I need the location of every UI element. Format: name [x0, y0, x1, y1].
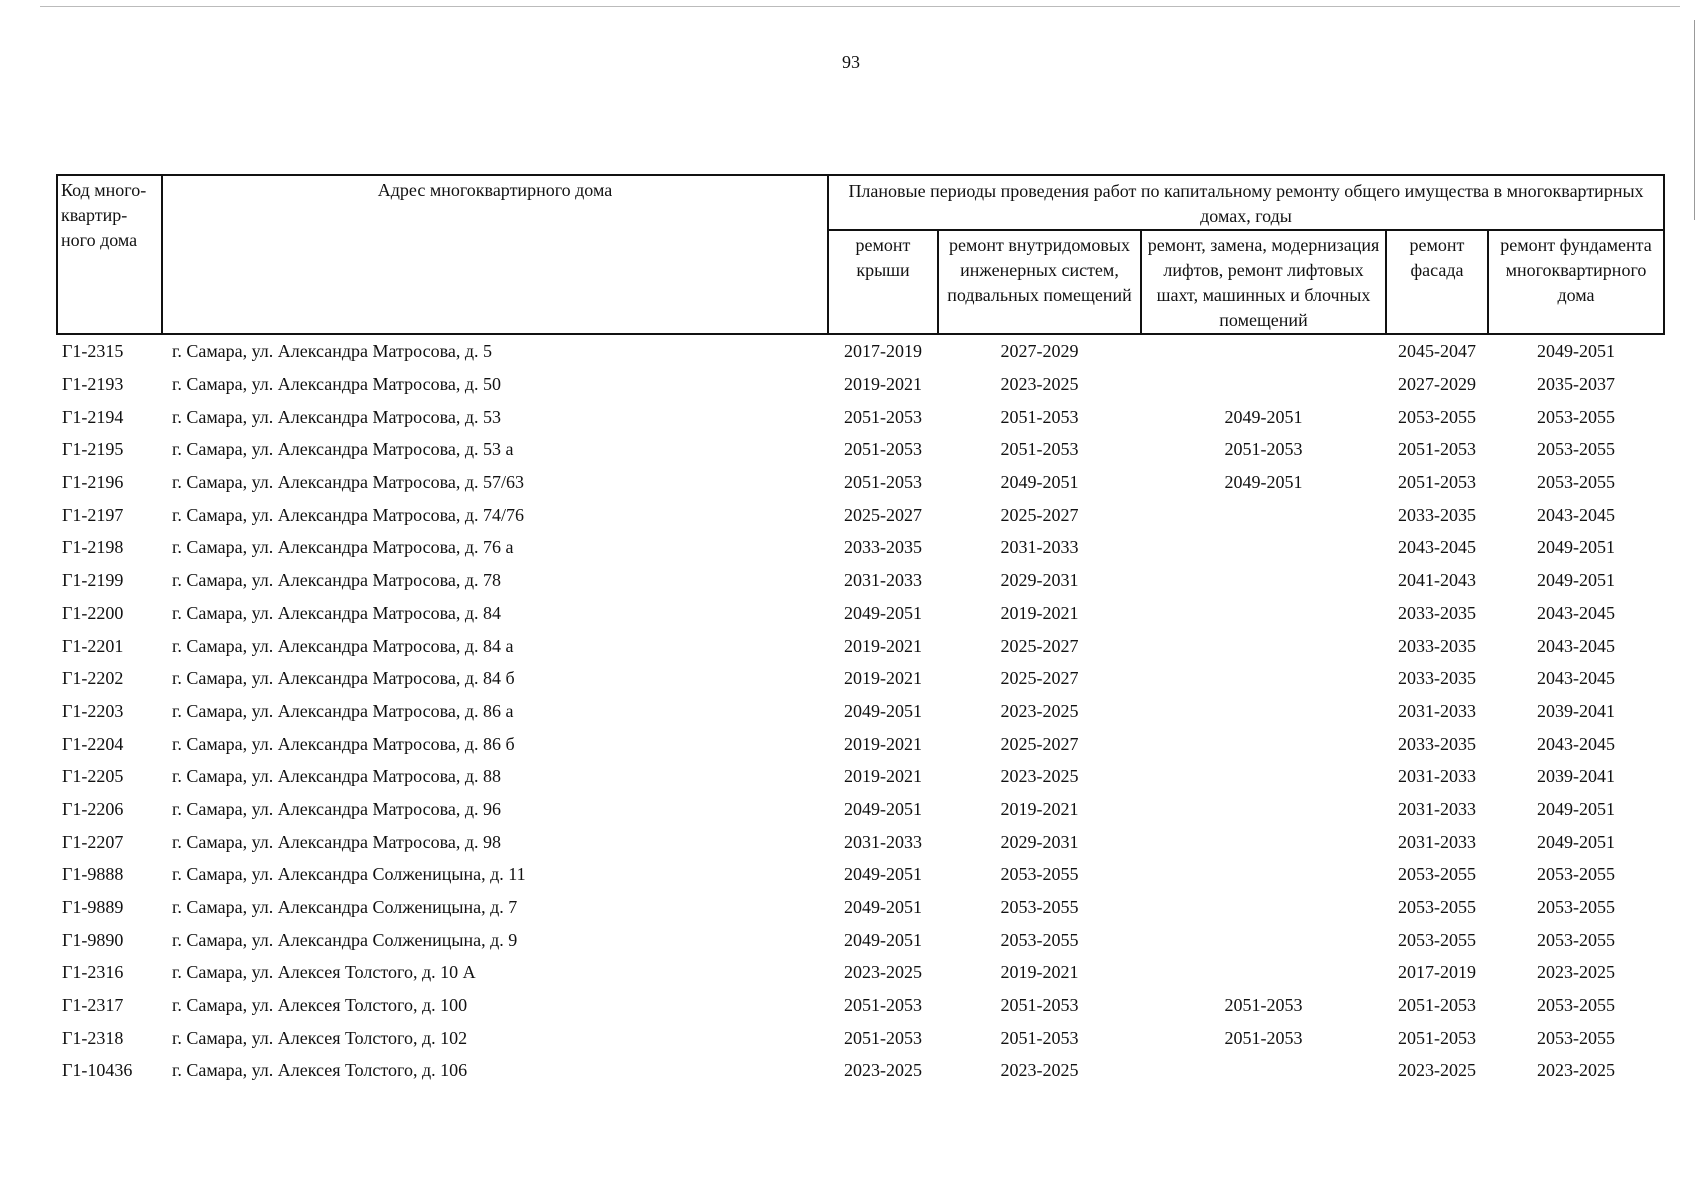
facade-period-cell: 2033-2035 [1398, 733, 1476, 754]
facade-period-cell: 2023-2025 [1398, 1060, 1476, 1081]
facade-period-cell: 2031-2033 [1398, 798, 1476, 819]
facade-period-cell: 2051-2053 [1398, 439, 1476, 460]
engineering-period-cell: 2053-2055 [1000, 897, 1079, 918]
facade-period-cell: 2053-2055 [1398, 897, 1476, 918]
building-code-cell: Г1-2207 [62, 831, 124, 852]
foundation-period-cell: 2053-2055 [1537, 897, 1615, 918]
lift-period-cell [1141, 695, 1386, 728]
address-cell: г. Самара, ул. Александра Матросова, д. 53 а [172, 439, 514, 460]
facade-period-cell: 2031-2033 [1398, 700, 1476, 721]
table-row [57, 368, 1664, 401]
lift-period-cell [1141, 368, 1386, 401]
scan-right-edge-line [1694, 20, 1695, 220]
table-row [57, 400, 1664, 433]
roof-period-cell: 2019-2021 [844, 668, 922, 689]
facade-period-cell: 2031-2033 [1398, 766, 1476, 787]
roof-period-cell: 2051-2053 [844, 439, 922, 460]
address-cell: г. Самара, ул. Александра Матросова, д. 86 а [172, 700, 514, 721]
header-facade-repair: ремонт фасада [1386, 230, 1488, 334]
roof-period-cell: 2023-2025 [844, 1060, 922, 1081]
foundation-period-cell: 2049-2051 [1537, 570, 1615, 591]
engineering-period-cell: 2051-2053 [1000, 1027, 1079, 1048]
building-code-cell: Г1-2318 [62, 1027, 124, 1048]
table-row [57, 466, 1664, 499]
building-code-cell: Г1-2195 [62, 439, 124, 460]
roof-period-cell: 2051-2053 [844, 472, 922, 493]
roof-period-cell: 2049-2051 [844, 864, 922, 885]
roof-period-cell: 2049-2051 [844, 798, 922, 819]
building-code-cell: Г1-2201 [62, 635, 124, 656]
table-row [57, 956, 1664, 989]
engineering-period-cell: 2019-2021 [1000, 798, 1079, 819]
header-building-code: Код много-квартир-ного дома [57, 175, 162, 334]
facade-period-cell: 2033-2035 [1398, 668, 1476, 689]
lift-period-cell [1141, 727, 1386, 760]
address-cell: г. Самара, ул. Алексея Толстого, д. 106 [172, 1060, 468, 1081]
address-cell: г. Самара, ул. Александра Матросова, д. 76 а [172, 537, 514, 558]
building-code-cell: Г1-2205 [62, 766, 124, 787]
facade-period-cell: 2053-2055 [1398, 864, 1476, 885]
engineering-period-cell: 2029-2031 [1000, 570, 1079, 591]
address-cell: г. Самара, ул. Алексея Толстого, д. 100 [172, 995, 468, 1016]
lift-period-cell: 2051-2053 [1224, 1027, 1303, 1048]
roof-period-cell: 2049-2051 [844, 602, 922, 623]
table-row [57, 334, 1664, 368]
roof-period-cell: 2019-2021 [844, 635, 922, 656]
lift-period-cell [1141, 629, 1386, 662]
building-code-cell: Г1-2196 [62, 472, 124, 493]
building-code-cell: Г1-2316 [62, 962, 124, 983]
table-row [57, 695, 1664, 728]
address-cell: г. Самара, ул. Александра Матросова, д. 53 [172, 406, 501, 427]
foundation-period-cell: 2039-2041 [1537, 766, 1615, 787]
roof-period-cell: 2049-2051 [844, 897, 922, 918]
foundation-period-cell: 2053-2055 [1537, 472, 1615, 493]
header-foundation-repair: ремонт фундамента многоквартирного дома [1488, 230, 1664, 334]
facade-period-cell: 2045-2047 [1398, 341, 1476, 362]
foundation-period-cell: 2049-2051 [1537, 798, 1615, 819]
building-code-cell: Г1-2204 [62, 733, 124, 754]
lift-period-cell [1141, 891, 1386, 924]
roof-period-cell: 2051-2053 [844, 995, 922, 1016]
engineering-period-cell: 2051-2053 [1000, 406, 1079, 427]
foundation-period-cell: 2023-2025 [1537, 962, 1615, 983]
table-row [57, 989, 1664, 1022]
lift-period-cell [1141, 597, 1386, 630]
header-engineering-repair: ремонт внутридомовых инженерных систем, подвальных помещений [938, 230, 1141, 334]
address-cell: г. Самара, ул. Александра Матросова, д. 50 [172, 374, 501, 395]
engineering-period-cell: 2025-2027 [1000, 668, 1079, 689]
lift-period-cell [1141, 662, 1386, 695]
foundation-period-cell: 2053-2055 [1537, 406, 1615, 427]
scan-top-edge-line [40, 6, 1680, 7]
roof-period-cell: 2051-2053 [844, 1027, 922, 1048]
foundation-period-cell: 2043-2045 [1537, 733, 1615, 754]
building-code-cell: Г1-2198 [62, 537, 124, 558]
facade-period-cell: 2041-2043 [1398, 570, 1476, 591]
engineering-period-cell: 2053-2055 [1000, 864, 1079, 885]
foundation-period-cell: 2049-2051 [1537, 341, 1615, 362]
engineering-period-cell: 2053-2055 [1000, 929, 1079, 950]
foundation-period-cell: 2049-2051 [1537, 831, 1615, 852]
address-cell: г. Самара, ул. Александра Матросова, д. 74/76 [172, 504, 524, 525]
address-cell: г. Самара, ул. Александра Матросова, д. 57/63 [172, 472, 524, 493]
foundation-period-cell: 2053-2055 [1537, 1027, 1615, 1048]
lift-period-cell [1141, 1054, 1386, 1087]
foundation-period-cell: 2049-2051 [1537, 537, 1615, 558]
table-row [57, 597, 1664, 630]
engineering-period-cell: 2023-2025 [1000, 374, 1079, 395]
engineering-period-cell: 2023-2025 [1000, 766, 1079, 787]
lift-period-cell: 2051-2053 [1224, 439, 1303, 460]
building-code-cell: Г1-2315 [62, 341, 124, 362]
table-row [57, 1021, 1664, 1054]
facade-period-cell: 2051-2053 [1398, 995, 1476, 1016]
engineering-period-cell: 2025-2027 [1000, 635, 1079, 656]
engineering-period-cell: 2025-2027 [1000, 504, 1079, 525]
table-row [57, 923, 1664, 956]
roof-period-cell: 2019-2021 [844, 374, 922, 395]
table-row [57, 760, 1664, 793]
header-planned-periods: Плановые периоды проведения работ по капитальному ремонту общего имущества в многоквартирных домах, годы [828, 175, 1664, 230]
roof-period-cell: 2019-2021 [844, 766, 922, 787]
lift-period-cell [1141, 498, 1386, 531]
facade-period-cell: 2043-2045 [1398, 537, 1476, 558]
header-roof-repair: ремонт крыши [828, 230, 938, 334]
table-row [57, 498, 1664, 531]
lift-period-cell [1141, 858, 1386, 891]
address-cell: г. Самара, ул. Александра Матросова, д. 96 [172, 798, 501, 819]
roof-period-cell: 2019-2021 [844, 733, 922, 754]
facade-period-cell: 2017-2019 [1398, 962, 1476, 983]
building-code-cell: Г1-2206 [62, 798, 124, 819]
table-row [57, 564, 1664, 597]
roof-period-cell: 2023-2025 [844, 962, 922, 983]
facade-period-cell: 2033-2035 [1398, 602, 1476, 623]
building-code-cell: Г1-2200 [62, 602, 124, 623]
foundation-period-cell: 2053-2055 [1537, 929, 1615, 950]
engineering-period-cell: 2027-2029 [1000, 341, 1079, 362]
foundation-period-cell: 2043-2045 [1537, 602, 1615, 623]
roof-period-cell: 2051-2053 [844, 406, 922, 427]
address-cell: г. Самара, ул. Александра Матросова, д. 86 б [172, 733, 515, 754]
repair-schedule-table [56, 174, 1665, 1087]
facade-period-cell: 2027-2029 [1398, 374, 1476, 395]
lift-period-cell [1141, 334, 1386, 368]
building-code-cell: Г1-2197 [62, 504, 124, 525]
address-cell: г. Самара, ул. Александра Матросова, д. 5 [172, 341, 492, 362]
address-cell: г. Самара, ул. Александра Матросова, д. 84 б [172, 668, 515, 689]
building-code-cell: Г1-2202 [62, 668, 124, 689]
building-code-cell: Г1-2194 [62, 406, 124, 427]
address-cell: г. Самара, ул. Александра Матросова, д. 98 [172, 831, 501, 852]
address-cell: г. Самара, ул. Алексея Толстого, д. 102 [172, 1027, 468, 1048]
building-code-cell: Г1-2199 [62, 570, 124, 591]
engineering-period-cell: 2031-2033 [1000, 537, 1079, 558]
facade-period-cell: 2031-2033 [1398, 831, 1476, 852]
foundation-period-cell: 2053-2055 [1537, 995, 1615, 1016]
lift-period-cell: 2049-2051 [1224, 472, 1303, 493]
engineering-period-cell: 2019-2021 [1000, 602, 1079, 623]
table-row [57, 629, 1664, 662]
table-row [57, 825, 1664, 858]
engineering-period-cell: 2023-2025 [1000, 700, 1079, 721]
roof-period-cell: 2049-2051 [844, 929, 922, 950]
address-cell: г. Самара, ул. Александра Солженицына, д. 9 [172, 929, 518, 950]
lift-period-cell [1141, 793, 1386, 826]
address-cell: г. Самара, ул. Александра Матросова, д. 88 [172, 766, 501, 787]
foundation-period-cell: 2039-2041 [1537, 700, 1615, 721]
lift-period-cell [1141, 923, 1386, 956]
address-cell: г. Самара, ул. Алексея Толстого, д. 10 А [172, 962, 476, 983]
header-address: Адрес многоквартирного дома [162, 175, 828, 334]
engineering-period-cell: 2023-2025 [1000, 1060, 1079, 1081]
foundation-period-cell: 2043-2045 [1537, 635, 1615, 656]
roof-period-cell: 2031-2033 [844, 570, 922, 591]
foundation-period-cell: 2043-2045 [1537, 504, 1615, 525]
roof-period-cell: 2031-2033 [844, 831, 922, 852]
table-row [57, 858, 1664, 891]
roof-period-cell: 2033-2035 [844, 537, 922, 558]
roof-period-cell: 2049-2051 [844, 700, 922, 721]
page-number: 93 [842, 52, 860, 72]
foundation-period-cell: 2043-2045 [1537, 668, 1615, 689]
foundation-period-cell: 2053-2055 [1537, 864, 1615, 885]
address-cell: г. Самара, ул. Александра Солженицына, д. 11 [172, 864, 526, 885]
building-code-cell: Г1-2193 [62, 374, 124, 395]
lift-period-cell [1141, 564, 1386, 597]
roof-period-cell: 2017-2019 [844, 341, 922, 362]
building-code-cell: Г1-2317 [62, 995, 124, 1016]
table-header [57, 175, 1664, 334]
address-cell: г. Самара, ул. Александра Матросова, д. 78 [172, 570, 501, 591]
facade-period-cell: 2033-2035 [1398, 635, 1476, 656]
lift-period-cell [1141, 760, 1386, 793]
building-code-cell: Г1-10436 [62, 1060, 133, 1081]
lift-period-cell [1141, 825, 1386, 858]
table-row [57, 433, 1664, 466]
engineering-period-cell: 2025-2027 [1000, 733, 1079, 754]
lift-period-cell: 2049-2051 [1224, 406, 1303, 427]
foundation-period-cell: 2023-2025 [1537, 1060, 1615, 1081]
table-row [57, 662, 1664, 695]
building-code-cell: Г1-9888 [62, 864, 124, 885]
facade-period-cell: 2033-2035 [1398, 504, 1476, 525]
facade-period-cell: 2053-2055 [1398, 929, 1476, 950]
table-row [57, 793, 1664, 826]
engineering-period-cell: 2051-2053 [1000, 439, 1079, 460]
facade-period-cell: 2051-2053 [1398, 1027, 1476, 1048]
table-row [57, 531, 1664, 564]
table-body [57, 334, 1664, 1087]
lift-period-cell [1141, 531, 1386, 564]
foundation-period-cell: 2035-2037 [1537, 374, 1615, 395]
engineering-period-cell: 2029-2031 [1000, 831, 1079, 852]
lift-period-cell: 2051-2053 [1224, 995, 1303, 1016]
lift-period-cell [1141, 956, 1386, 989]
building-code-cell: Г1-2203 [62, 700, 124, 721]
engineering-period-cell: 2051-2053 [1000, 995, 1079, 1016]
engineering-period-cell: 2019-2021 [1000, 962, 1079, 983]
building-code-cell: Г1-9889 [62, 897, 124, 918]
foundation-period-cell: 2053-2055 [1537, 439, 1615, 460]
header-lift-repair: ремонт, замена, модернизация лифтов, ремонт лифтовых шахт, машинных и блочных помещений [1141, 230, 1386, 334]
table-row [57, 891, 1664, 924]
roof-period-cell: 2025-2027 [844, 504, 922, 525]
building-code-cell: Г1-9890 [62, 929, 124, 950]
facade-period-cell: 2051-2053 [1398, 472, 1476, 493]
facade-period-cell: 2053-2055 [1398, 406, 1476, 427]
address-cell: г. Самара, ул. Александра Солженицына, д. 7 [172, 897, 518, 918]
table-row [57, 727, 1664, 760]
engineering-period-cell: 2049-2051 [1000, 472, 1079, 493]
table-row [57, 1054, 1664, 1087]
address-cell: г. Самара, ул. Александра Матросова, д. 84 а [172, 635, 514, 656]
address-cell: г. Самара, ул. Александра Матросова, д. 84 [172, 602, 501, 623]
